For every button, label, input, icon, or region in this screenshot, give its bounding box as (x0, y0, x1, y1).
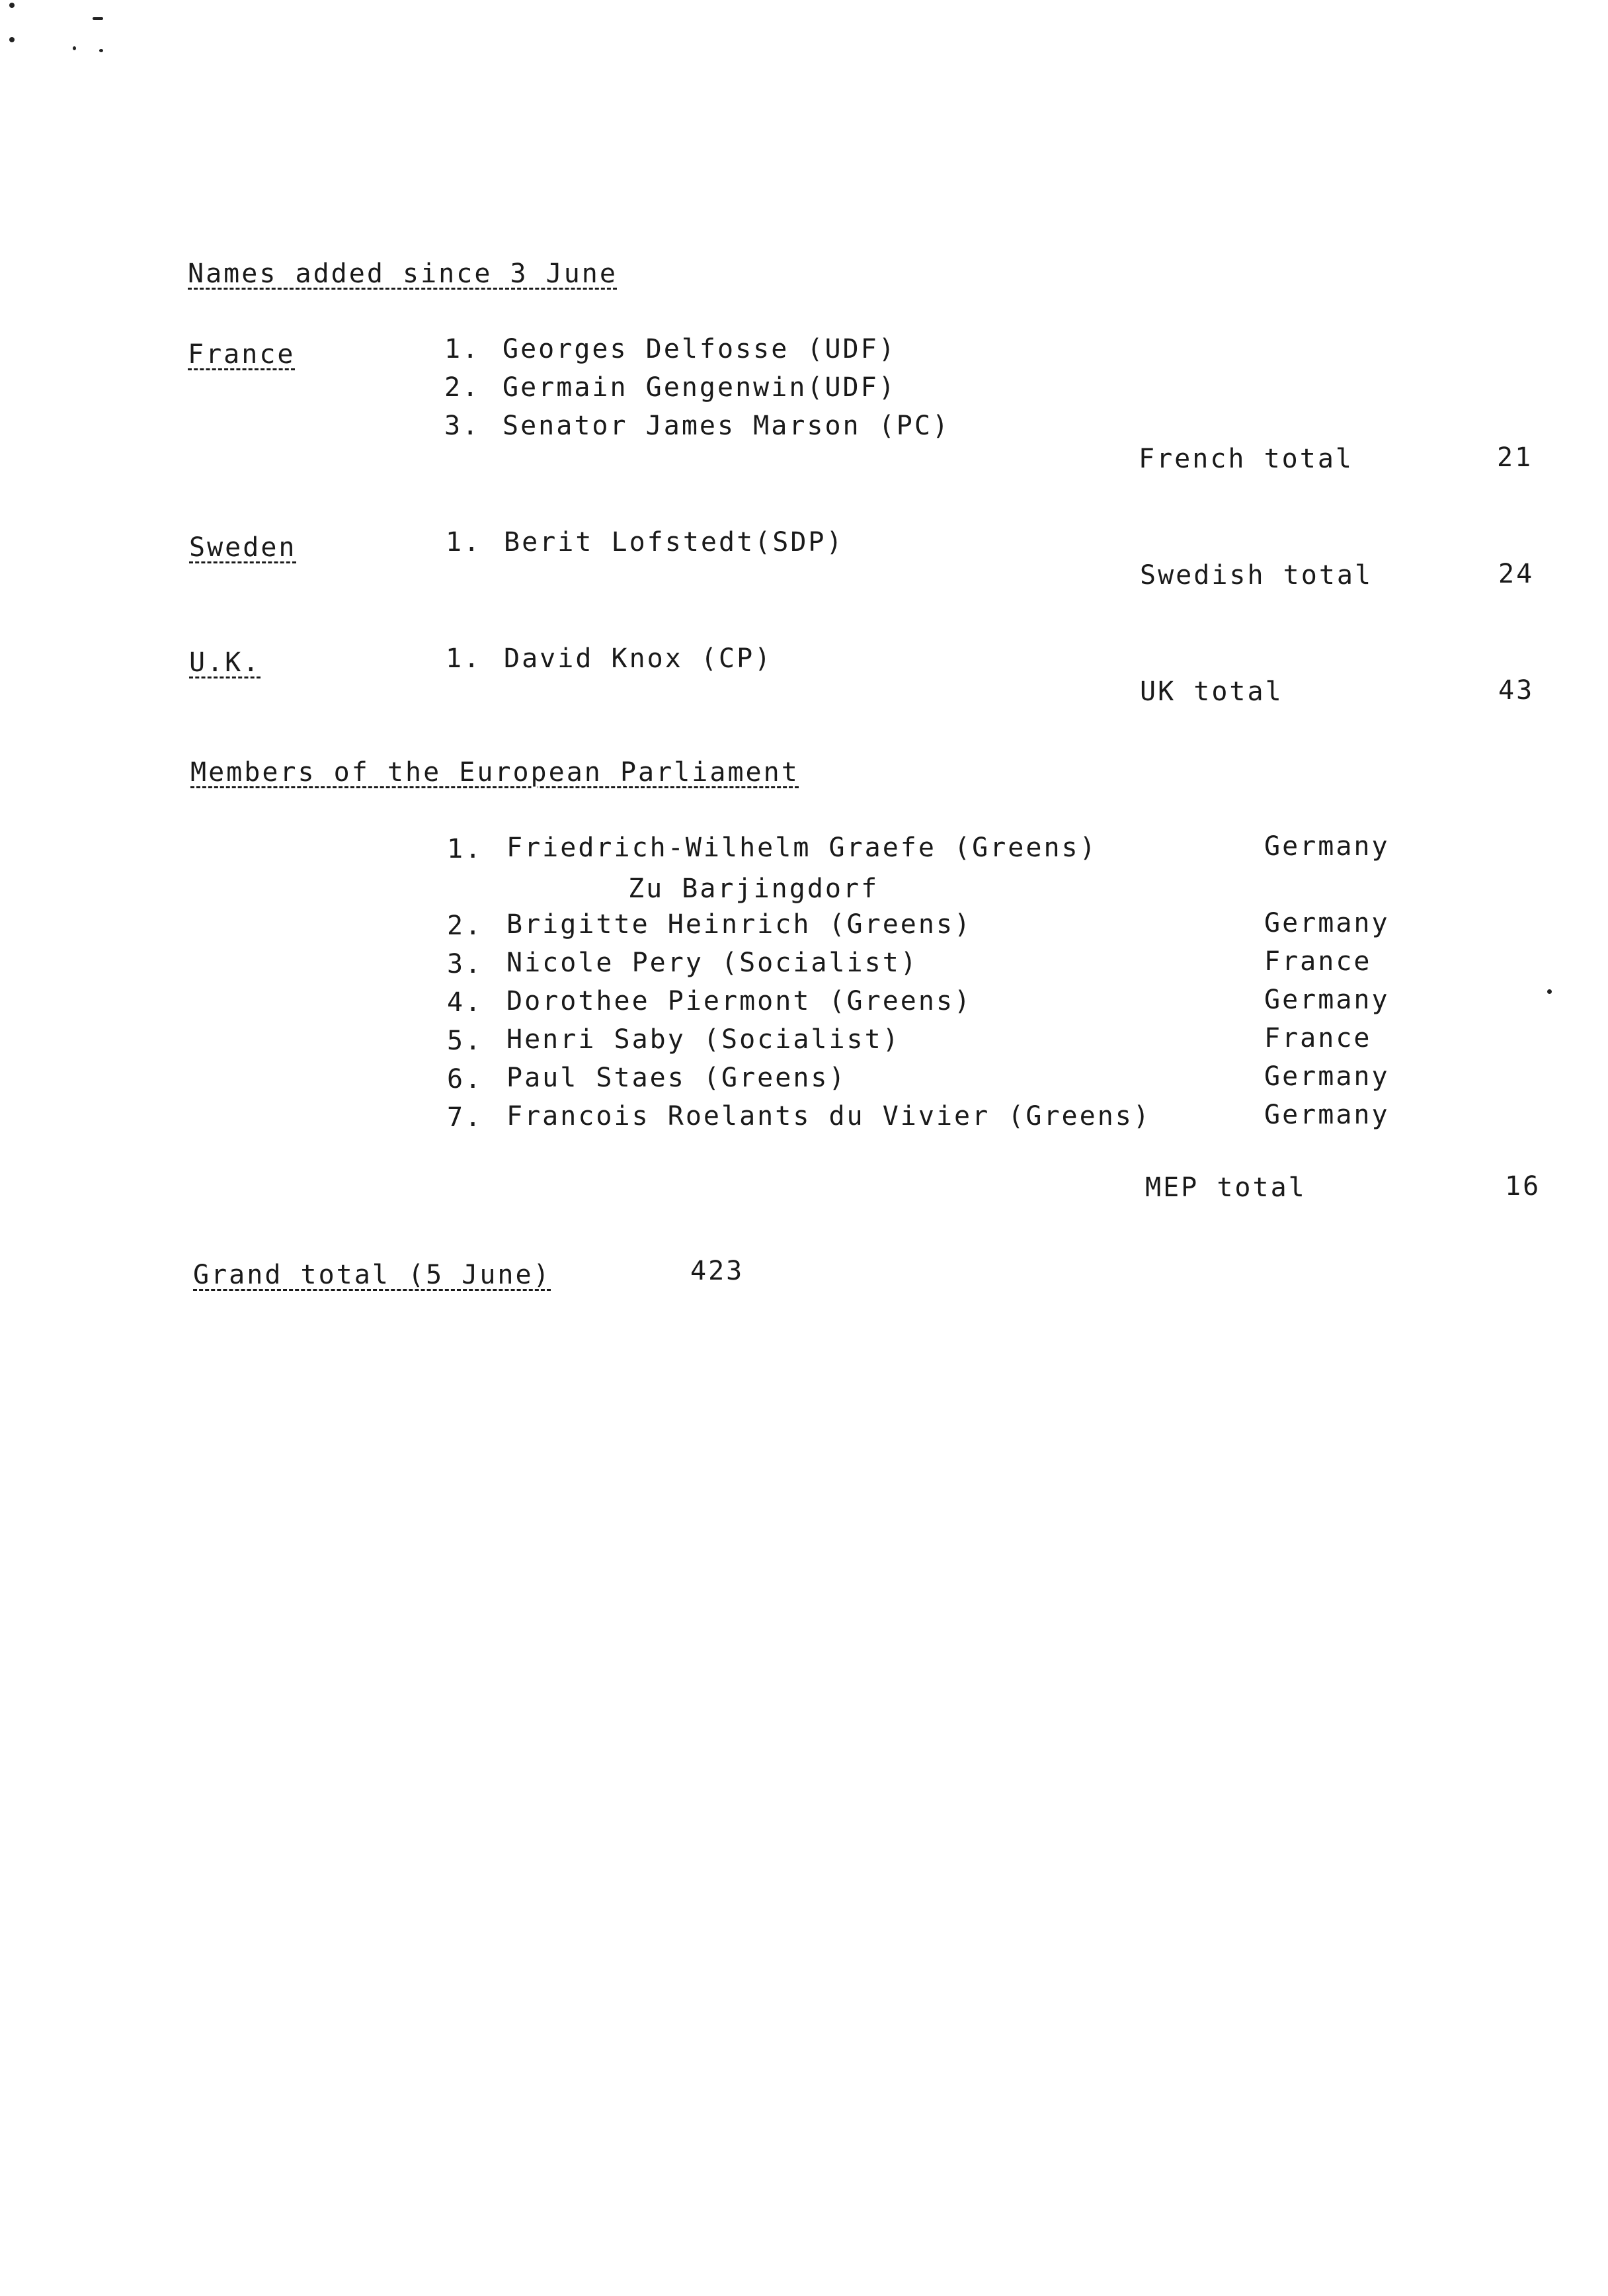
scan-speck (9, 37, 15, 42)
total-value-sweden: 24 (1498, 559, 1535, 589)
list-number: 1. (446, 643, 482, 674)
list-number: 2. (444, 372, 481, 403)
country-label-sweden: Sweden (189, 532, 297, 563)
list-item: Berit Lofstedt(SDP) (504, 527, 844, 557)
list-item-country: Germany (1264, 1061, 1390, 1092)
list-item-continuation: Zu Barjingdorf (628, 874, 879, 904)
scan-speck (93, 17, 103, 20)
list-item: Georges Delfosse (UDF) (502, 334, 897, 364)
list-item: Dorothee Piermont (Greens) (506, 986, 973, 1016)
list-item: David Knox (CP) (504, 643, 773, 674)
total-label-mep: MEP total (1145, 1172, 1306, 1203)
list-item-country: France (1264, 1023, 1372, 1053)
list-item-country: Germany (1264, 985, 1390, 1015)
scan-speck (73, 46, 76, 50)
grand-total-value: 423 (690, 1256, 744, 1286)
list-item: Germain Gengenwin(UDF) (502, 372, 897, 403)
list-item-country: Germany (1264, 908, 1390, 938)
total-label-uk: UK total (1140, 676, 1283, 707)
list-number: 1. (447, 834, 483, 864)
scan-speck (9, 3, 15, 8)
list-item-country: France (1264, 946, 1372, 977)
list-number: 1. (446, 527, 482, 557)
country-label-uk: U.K. (189, 647, 261, 678)
list-number: 7. (447, 1102, 483, 1133)
list-number: 3. (447, 949, 483, 979)
grand-total-label: Grand total (5 June) (193, 1260, 551, 1290)
list-number: 1. (444, 334, 481, 364)
list-item: Francois Roelants du Vivier (Greens) (506, 1101, 1151, 1131)
list-item: Brigitte Heinrich (Greens) (506, 909, 973, 940)
total-label-france: French total (1139, 444, 1353, 474)
country-label-france: France (188, 339, 296, 370)
list-item: Nicole Pery (Socialist) (506, 948, 918, 978)
list-item-country: Germany (1264, 831, 1390, 862)
scan-speck (99, 49, 103, 52)
list-item-country: Germany (1264, 1100, 1390, 1130)
total-value-mep: 16 (1505, 1171, 1541, 1202)
list-number: 4. (447, 987, 483, 1018)
list-number: 2. (447, 911, 483, 941)
scan-speck (1547, 989, 1552, 994)
list-number: 6. (447, 1064, 483, 1094)
added-heading: Names added since 3 June (188, 259, 618, 289)
list-number: 5. (447, 1026, 483, 1056)
mep-heading: Members of the European Parliament (190, 757, 799, 788)
list-item: Henri Saby (Socialist) (506, 1024, 901, 1055)
total-value-uk: 43 (1498, 675, 1535, 706)
total-label-sweden: Swedish total (1140, 560, 1373, 591)
total-value-france: 21 (1497, 442, 1533, 473)
list-item: Friedrich-Wilhelm Graefe (Greens) (506, 833, 1098, 863)
list-item: Senator James Marson (PC) (502, 411, 951, 441)
list-item: Paul Staes (Greens) (506, 1063, 847, 1093)
list-number: 3. (444, 411, 481, 441)
